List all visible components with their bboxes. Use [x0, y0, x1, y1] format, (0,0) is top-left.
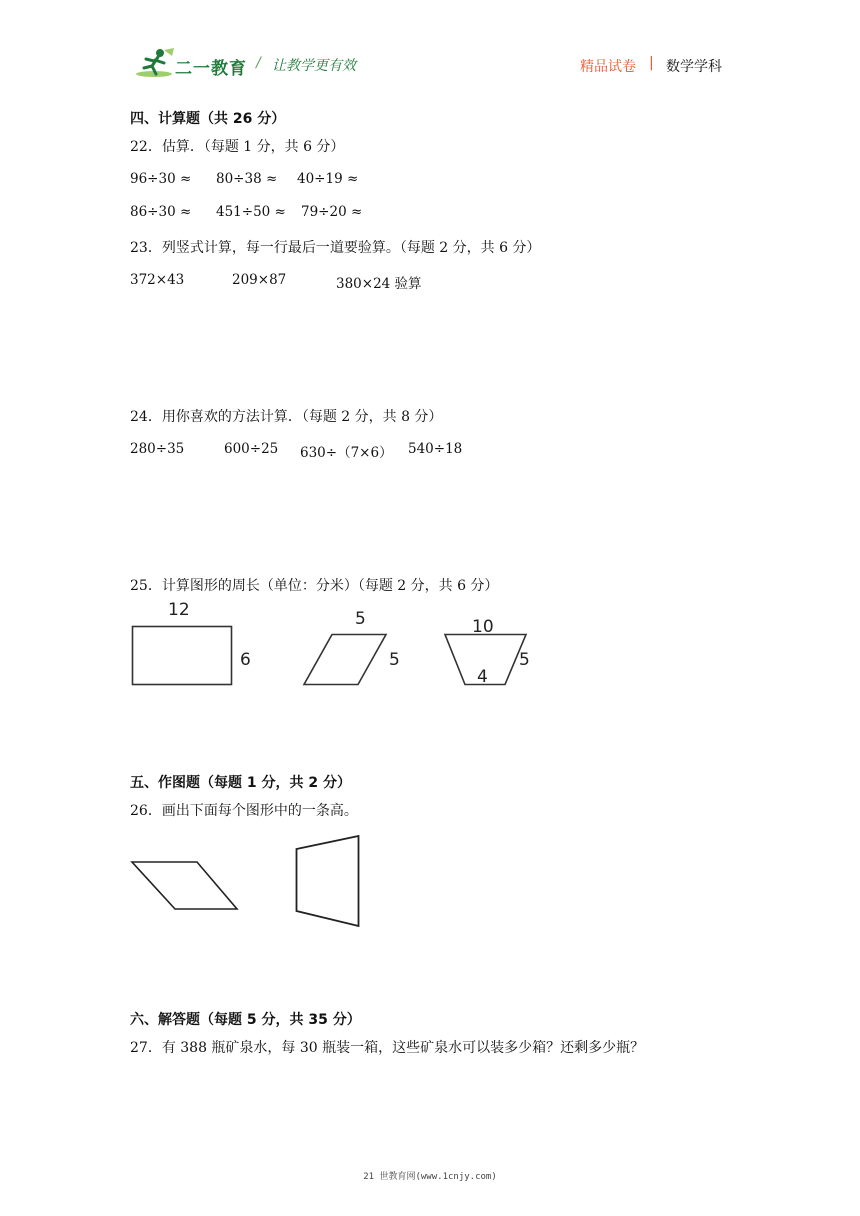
page-footer: 21 世教育网(www.1cnjy.com) [363, 1172, 497, 1182]
question-23: 23．列竖式计算，每一行最后一道要验算。（每题 2 分，共 6 分） [130, 240, 541, 256]
rectangle-shape [133, 627, 232, 685]
expression: 600÷25 [224, 441, 279, 457]
expression: 280÷35 [130, 441, 185, 457]
logo-text: 二一教育 [175, 59, 247, 79]
expression: 630÷（7×6） [300, 445, 393, 461]
parallelogram-draw-shape [132, 862, 237, 909]
header-label-subject: 数学学科 [666, 59, 722, 75]
question-25: 25．计算图形的周长（单位：分米）（每题 2 分，共 6 分） [130, 578, 499, 594]
expression: 96÷30 ≈ [130, 171, 192, 187]
trapezoid-bottom-label: 4 [477, 667, 488, 687]
question-27: 27．有 388 瓶矿泉水，每 30 瓶装一箱，这些矿泉水可以装多少箱？还剩多少瓶？ [130, 1040, 645, 1056]
expression: 40÷19 ≈ [297, 171, 359, 187]
header-label-premium: 精品试卷 [580, 59, 636, 75]
expression: 209×87 [232, 272, 287, 288]
parallelogram-top-label: 5 [355, 609, 366, 629]
question-22: 22．估算．（每题 1 分，共 6 分） [130, 139, 345, 155]
header-divider: | [649, 55, 654, 71]
expression: 451÷50 ≈ [216, 204, 286, 220]
question-24: 24．用你喜欢的方法计算．（每题 2 分，共 8 分） [130, 409, 443, 425]
expression: 540÷18 [408, 441, 463, 457]
rectangle-side-label: 6 [240, 650, 251, 670]
trapezoid-side-label: 5 [519, 650, 530, 670]
trapezoid-draw-shape [297, 836, 359, 926]
header-slogan: 让教学更有效 [272, 58, 356, 74]
expression: 86÷30 ≈ [130, 204, 192, 220]
trapezoid-top-label: 10 [472, 617, 494, 637]
parallelogram-shape [304, 635, 386, 685]
expression: 79÷20 ≈ [301, 204, 363, 220]
question-26: 26．画出下面每个图形中的一条高。 [130, 803, 358, 819]
expression: 380×24 验算 [336, 276, 422, 292]
section-title-word-problems: 六、解答题（每题 5 分，共 35 分） [130, 1012, 361, 1028]
rectangle-top-label: 12 [168, 600, 190, 620]
parallelogram-side-label: 5 [389, 650, 400, 670]
expression: 372×43 [130, 272, 185, 288]
height-figures [120, 825, 380, 935]
runner-logo-icon [134, 46, 178, 80]
header-separator: / [256, 55, 261, 71]
section-title-drawing: 五、作图题（每题 1 分，共 2 分） [130, 775, 351, 791]
section-title-calculation: 四、计算题（共 26 分） [130, 111, 286, 127]
expression: 80÷38 ≈ [216, 171, 278, 187]
